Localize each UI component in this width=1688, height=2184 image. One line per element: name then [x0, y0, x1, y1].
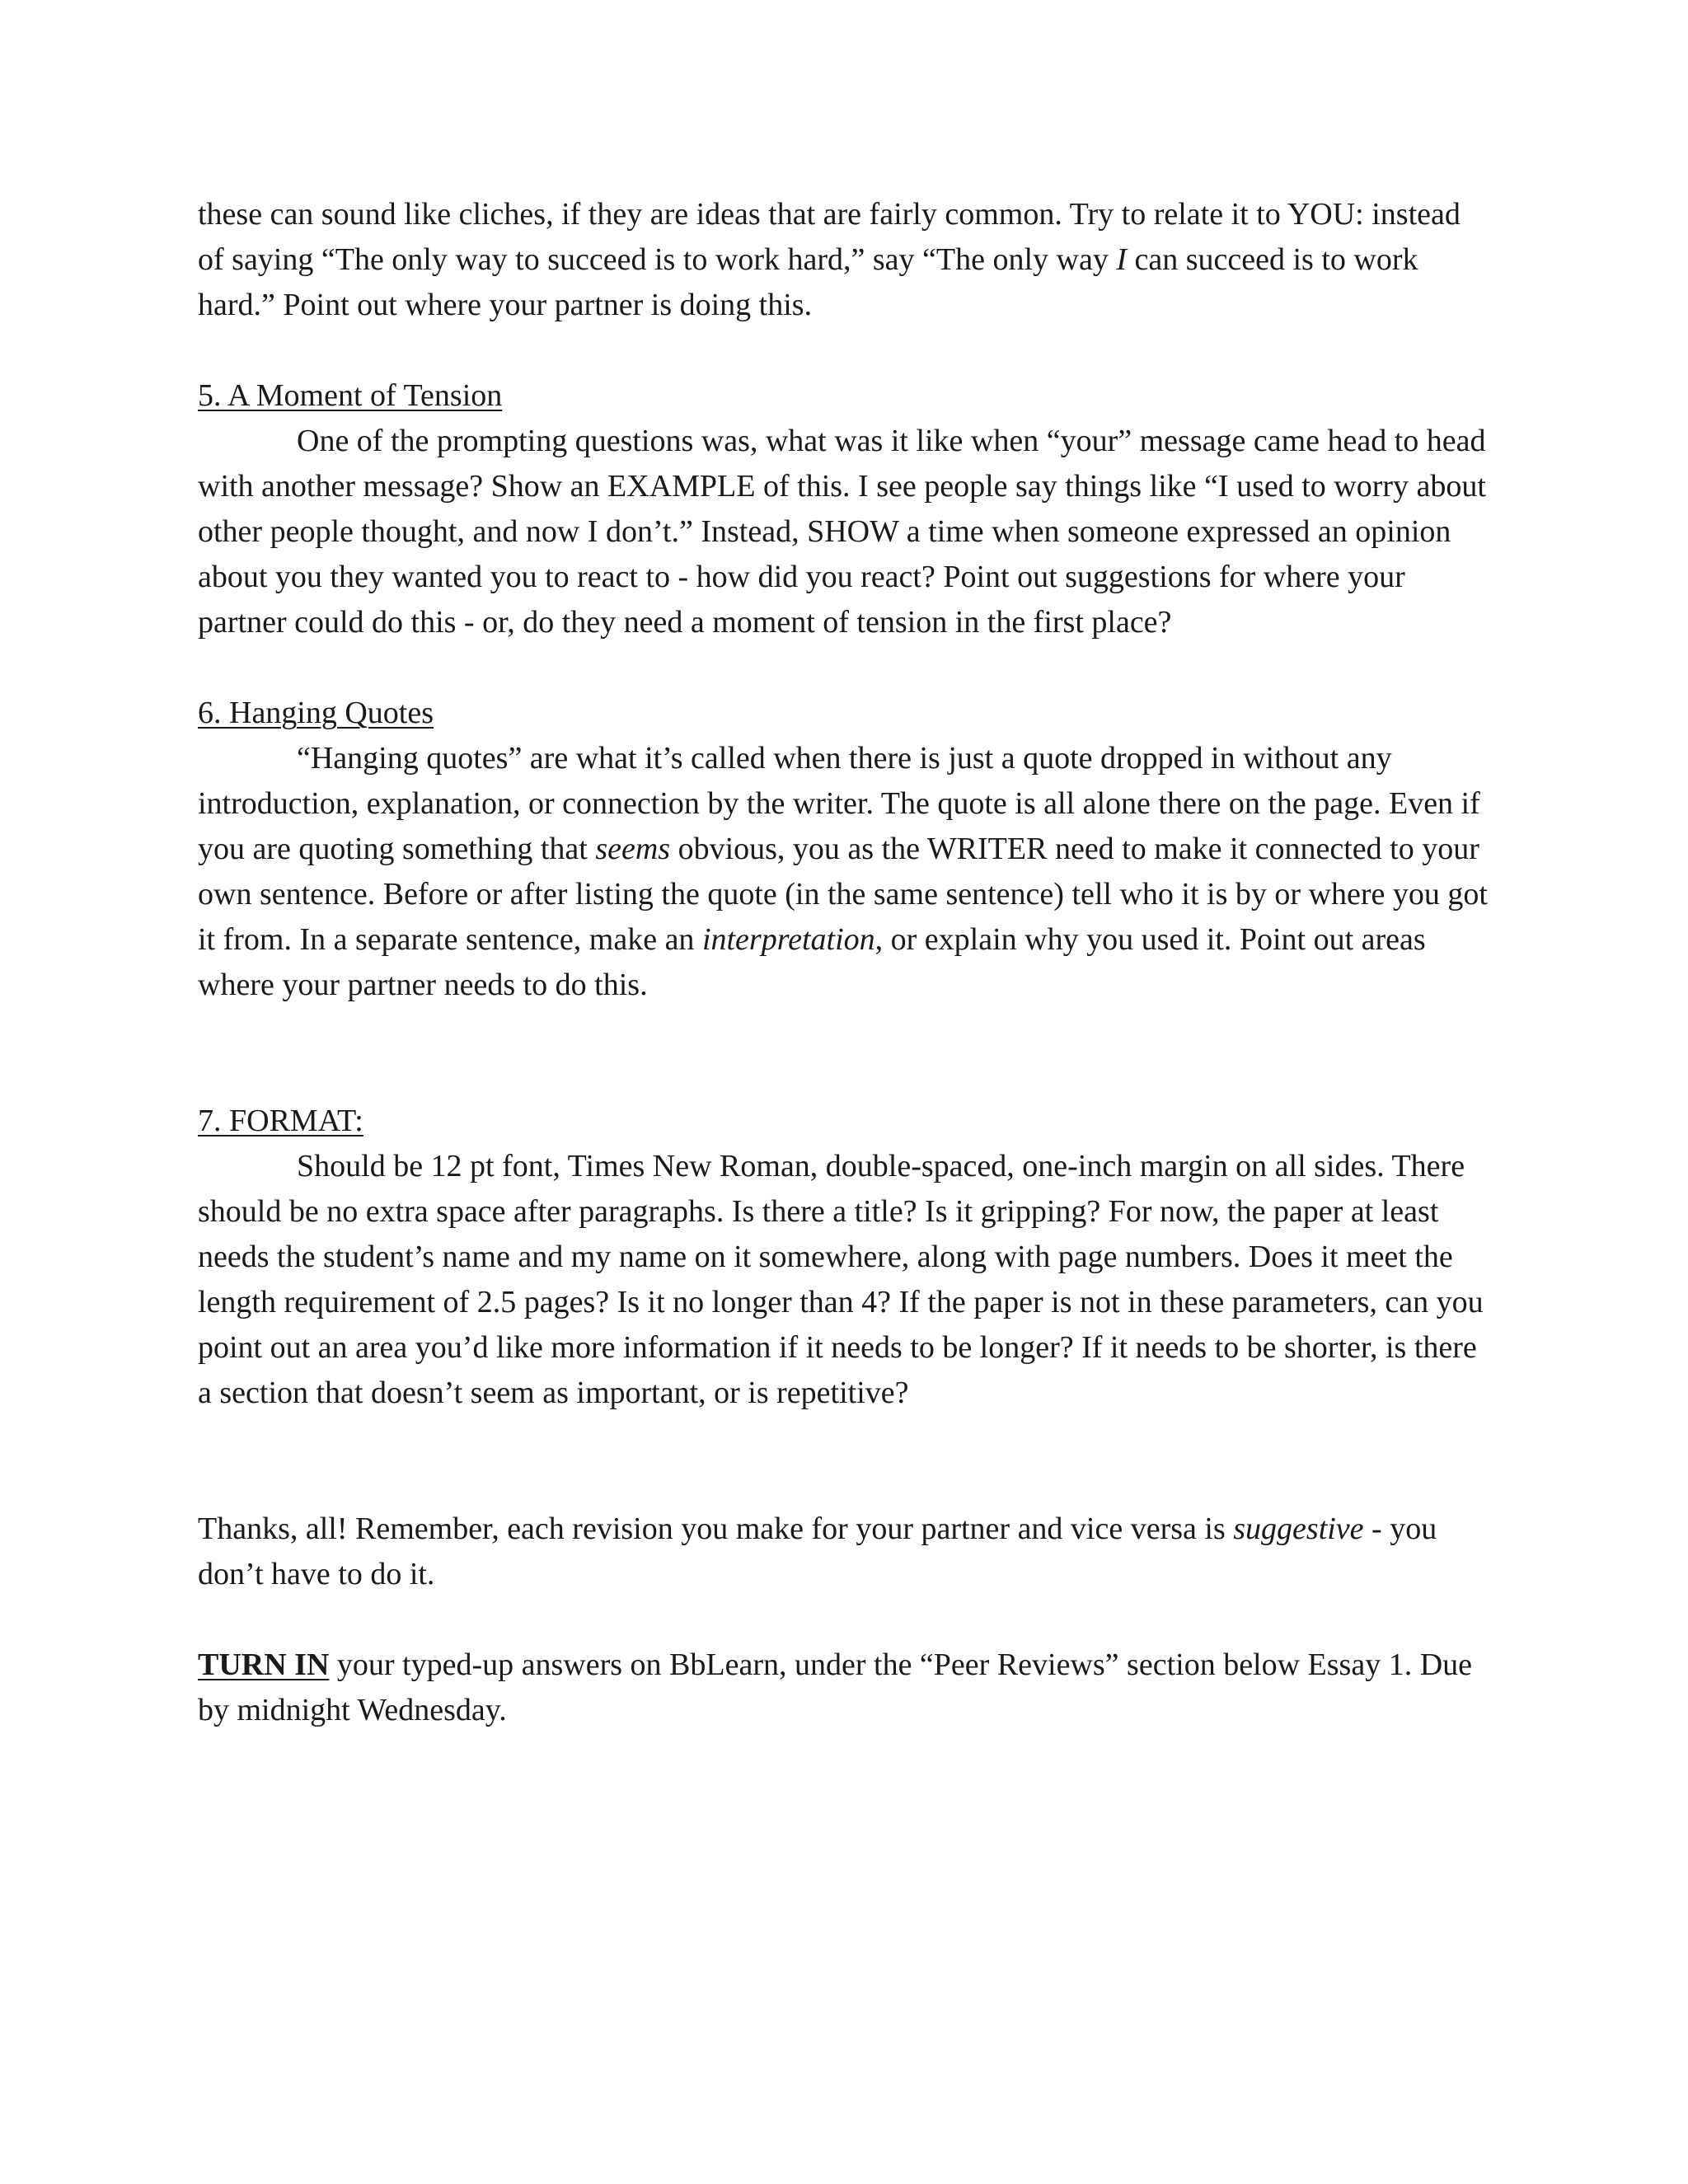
turn-in-paragraph: TURN IN your typed-up answers on BbLearn, under the “Peer Reviews” section below Essay 1. Due by midnight Wednesday.: [198, 1647, 1473, 1727]
spacer: [198, 1416, 1493, 1507]
section-heading-format: 7. FORMAT:: [198, 1104, 363, 1138]
closing-paragraph: Thanks, all! Remember, each revision you make for your partner and vice versa is suggestive - you don’t have to do it.: [198, 1511, 1437, 1591]
section-body-moment-of-tension: One of the prompting questions was, what was it like when “your” message came head to head with another message? Show an EXAMPLE of this. I see people say things like “I used to worry about other people thought, and now I don’t.” Instead, SHOW a time when someone expressed an opinion about you they wanted you to react to - how did you react? Point out suggestions for where your partner could do this - or, do they need a moment of tension in the first place?: [198, 424, 1486, 640]
section-body-hanging-quotes: “Hanging quotes” are what it’s called when there is just a quote dropped in without any introduction, explanation, or connection by the writer. The quote is all alone there on the page. Even if you are quoting something that seems obvious, you as the WRITER need to make it connected to your own sentence. Before or after listing the quote (in the same sentence) tell who it is by or where you got it from. In a separate sentence, make an interpretation, or explain why you used it. Point out areas where your partner needs to do this.: [198, 741, 1488, 1002]
spacer: [198, 1597, 1493, 1643]
spacer: [198, 645, 1493, 691]
emphasis-text: seems: [595, 832, 671, 866]
spacer: [198, 328, 1493, 373]
section-heading-moment-of-tension: 5. A Moment of Tension: [198, 378, 503, 413]
emphasis-text: I: [1116, 242, 1127, 277]
section-body-format: Should be 12 pt font, Times New Roman, double-spaced, one-inch margin on all sides. There should be no extra space after paragraphs. Is there a title? Is it gripping? For now, the paper at least needs the student’s name and my name on it somewhere, along with page numbers. Does it meet the length requirement of 2.5 pages? Is it no longer than 4? If the paper is not in these parameters, can you point out an area you’d like more information if it needs to be longer? If it needs to be shorter, is there a section that doesn’t seem as important, or is repetitive?: [198, 1149, 1484, 1410]
section-heading-hanging-quotes: 6. Hanging Quotes: [198, 696, 434, 730]
emphasis-text: suggestive: [1233, 1511, 1364, 1546]
turn-in-label: TURN IN: [198, 1647, 330, 1682]
intro-paragraph: these can sound like cliches, if they are ideas that are fairly common. Try to relate it to YOU: instead of saying “The only way to succeed is to work hard,” say “The only way I can succeed is to work hard.” Point out where your partner is doing this.: [198, 197, 1461, 322]
document-page: [198, 192, 1493, 1733]
emphasis-text: interpretation: [701, 922, 875, 957]
spacer: [198, 1008, 1493, 1099]
